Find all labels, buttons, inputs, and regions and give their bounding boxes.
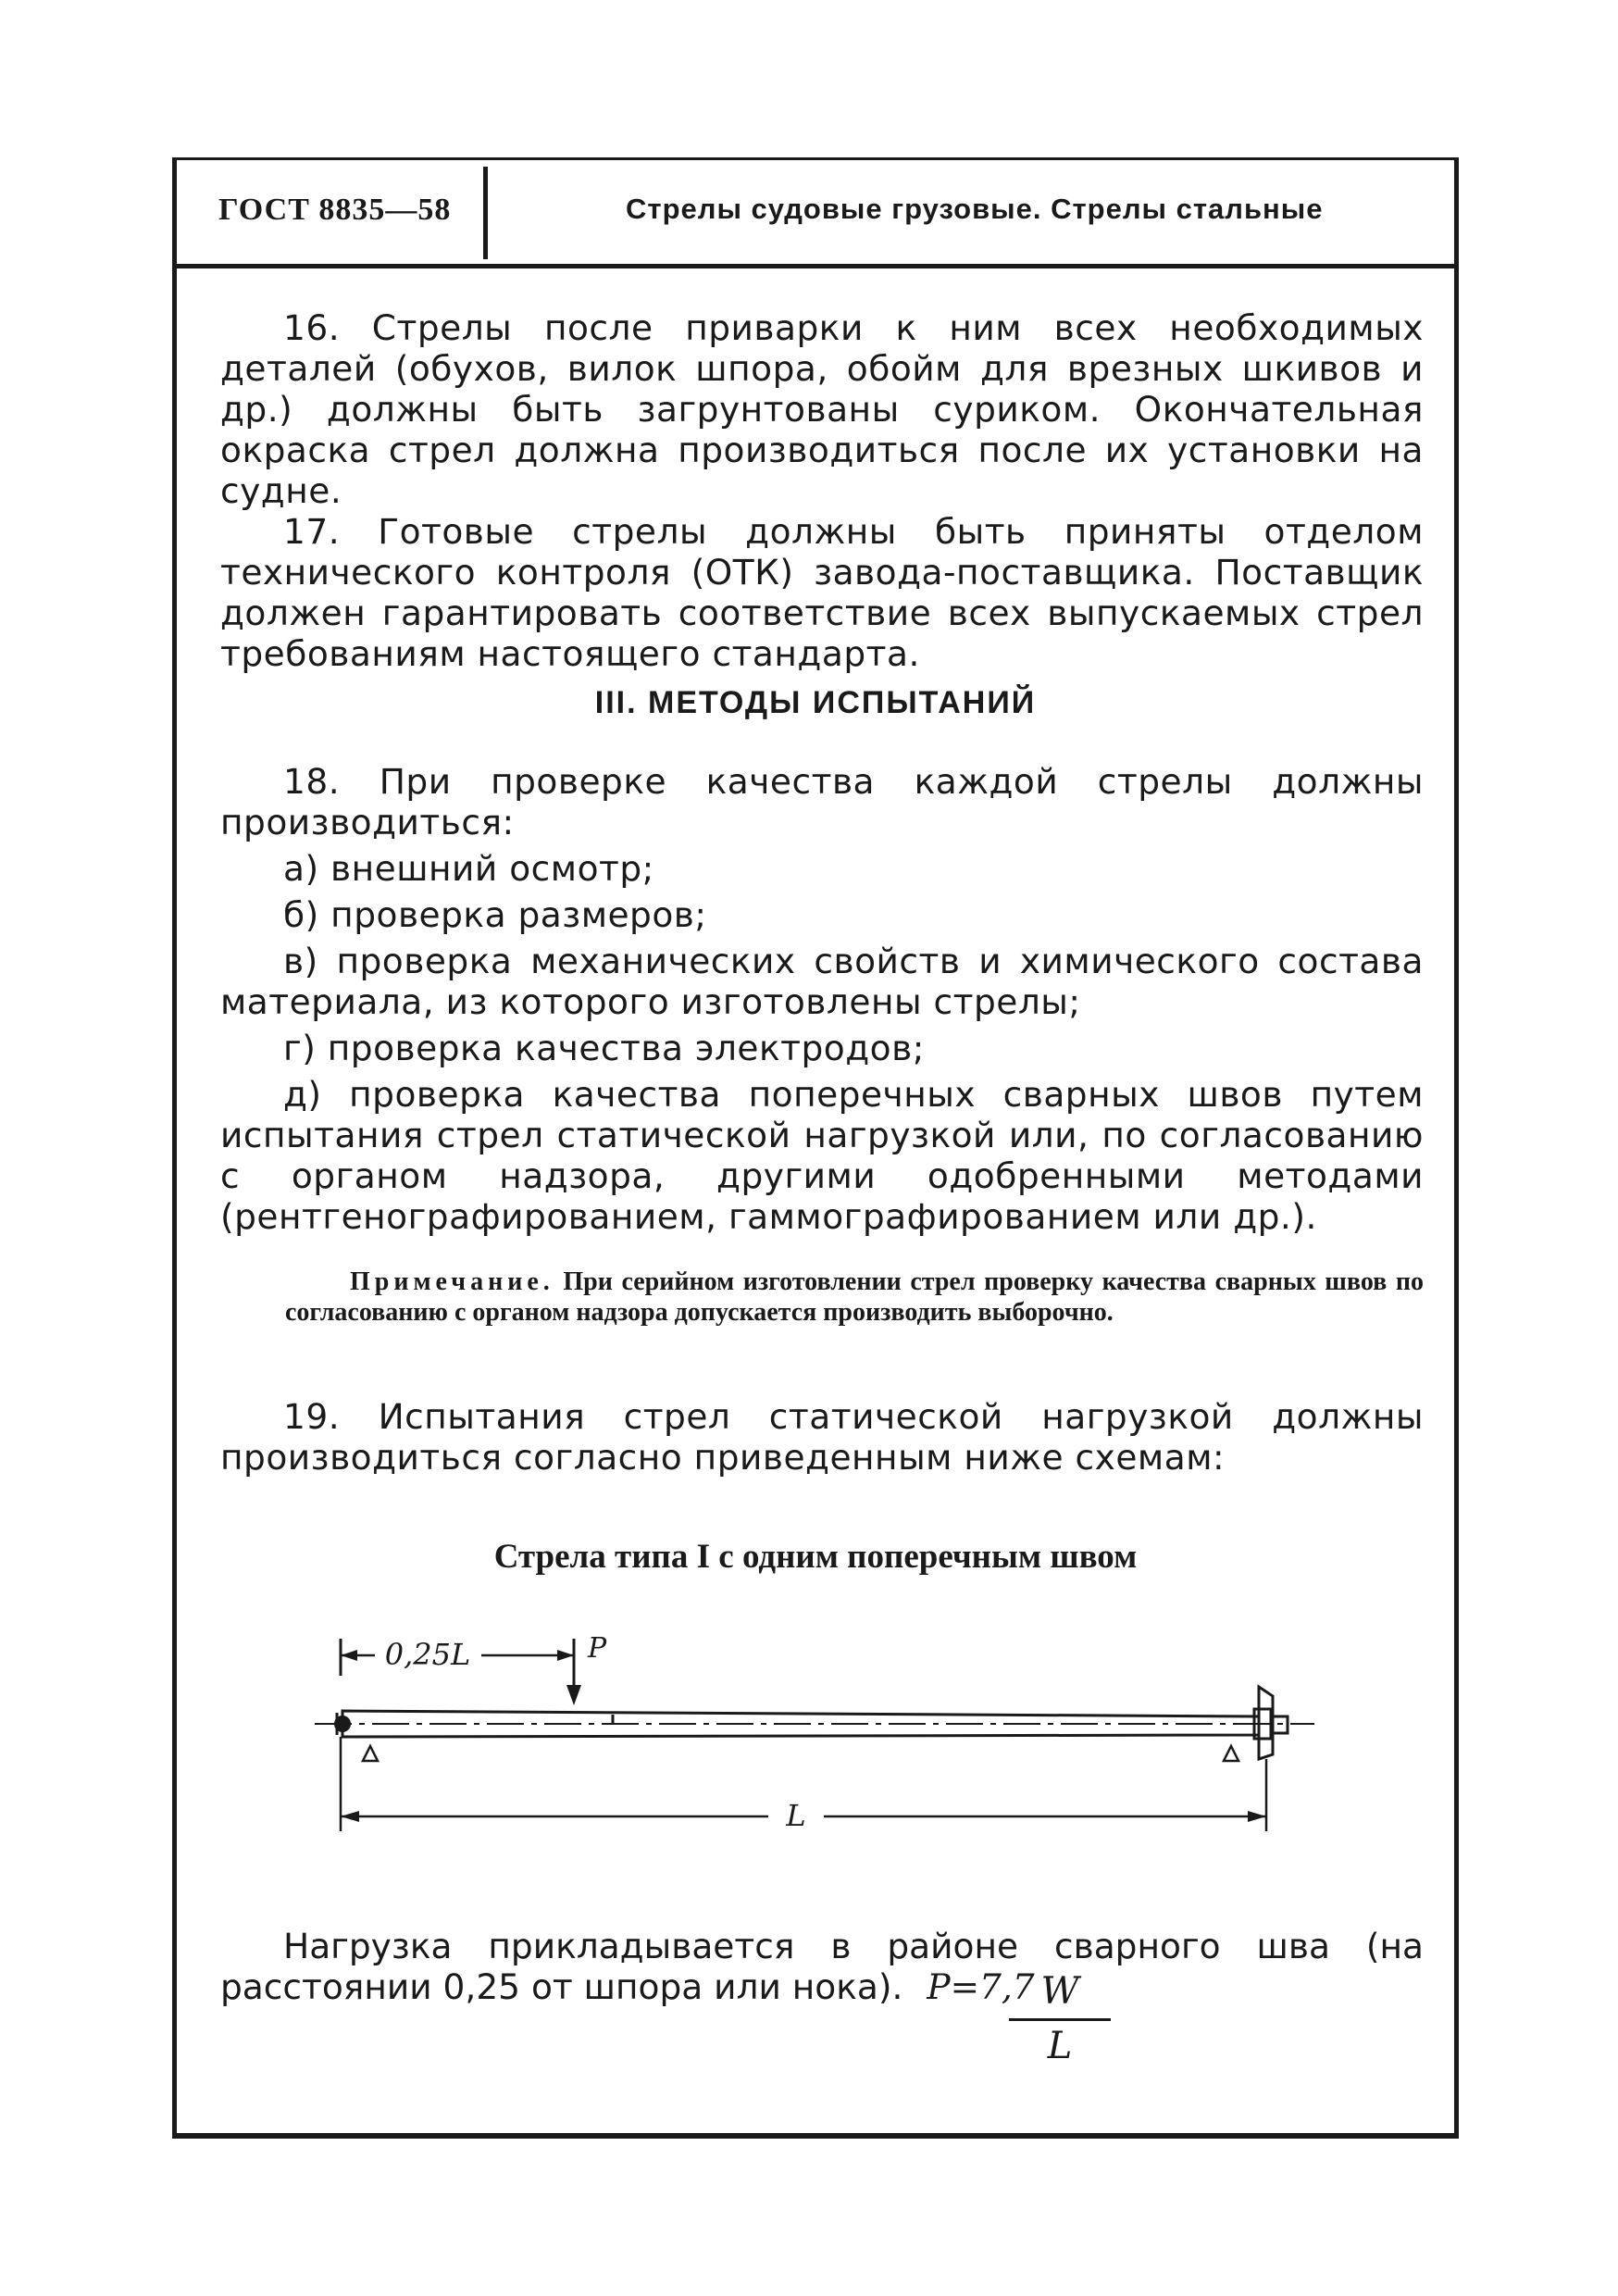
clause-17: 17. Готовые стрелы должны быть приняты отделом технического контроля (ОТК) завода-поставщика. Поставщик должен гарантировать соответствие всех выпускаемых стрел требованиям настоящего стандарта. [220, 511, 1424, 674]
list-item-d: д) проверка качества поперечных сварных швов путем испытания стрел статической нагрузкой или, по согласованию с органом надзора, другими одобренными методами (рентгенографированием, гаммографированием или др.). [220, 1074, 1424, 1237]
page-header [172, 157, 1459, 268]
clause-19-block [220, 1396, 1424, 1478]
formula-sentence: Нагрузка прикладывается в районе сварного шва (на расстоянии 0,25 от шпора или нока). [220, 1926, 1424, 2007]
dim-top-arrow-left [341, 1650, 357, 1661]
boom-test-diagram [305, 1620, 1324, 1861]
left-support [363, 1746, 378, 1761]
note-label: Примечание. [350, 1267, 554, 1296]
list-item-a: а) внешний осмотр; [283, 848, 654, 889]
note [285, 1267, 1424, 1328]
dim-top-arrow-right [557, 1650, 574, 1661]
list-item-b: б) проверка размеров; [283, 894, 707, 935]
list-item-g: г) проверка качества электродов; [283, 1028, 925, 1068]
diagram-title: Стрела типа I с одним поперечным швом [493, 1538, 1138, 1576]
formula-lhs: P=7,7 [927, 1966, 1035, 2007]
section-title: III. МЕТОДЫ ИСПЫТАНИЙ [594, 685, 1037, 720]
formula-fraction [1009, 1970, 1111, 2067]
fraction-bar [1009, 2018, 1111, 2021]
dim-top-label: 0,25L [384, 1637, 471, 1672]
formula-text [220, 1926, 1424, 2007]
dim-bottom-label: L [786, 1798, 806, 1833]
right-support [1224, 1746, 1238, 1761]
clause-16: 16. Стрелы после приварки к ним всех необходимых деталей (обухов, вилок шпора, обойм для врезных шкивов и др.) должны быть загрунтованы суриком. Окончательная окраска стрел должна производиться после их установки на судне. [220, 307, 1424, 511]
formula-numerator: W [1040, 1970, 1079, 2013]
dim-bottom-arrow-left [341, 1811, 359, 1822]
formula-denominator: L [1047, 2025, 1073, 2067]
dim-bottom-arrow-right [1248, 1811, 1266, 1822]
note-text: При серийном изготовлении стрел проверку качества сварных швов по согласованию с органом надзора допускается производить выборочно. [285, 1267, 1425, 1327]
clause-18: 18. При проверке качества каждой стрелы должны производиться: [220, 761, 1424, 842]
standard-number: ГОСТ 8835—58 [218, 193, 452, 227]
load-label: P [588, 1632, 607, 1665]
load-arrow [566, 1685, 581, 1705]
clause-18-block [220, 761, 1424, 1237]
clauses-16-17 [220, 307, 1424, 674]
header-divider [483, 167, 488, 259]
clause-19: 19. Испытания стрел статической нагрузкой должны производиться согласно приведенным ниже схемам: [220, 1396, 1424, 1478]
list-item-v: в) проверка механических свойств и химического состава материала, из которого изготовлены стрелы; [220, 941, 1424, 1022]
header-title: Стрелы судовые грузовые. Стрелы стальные [626, 193, 1324, 225]
